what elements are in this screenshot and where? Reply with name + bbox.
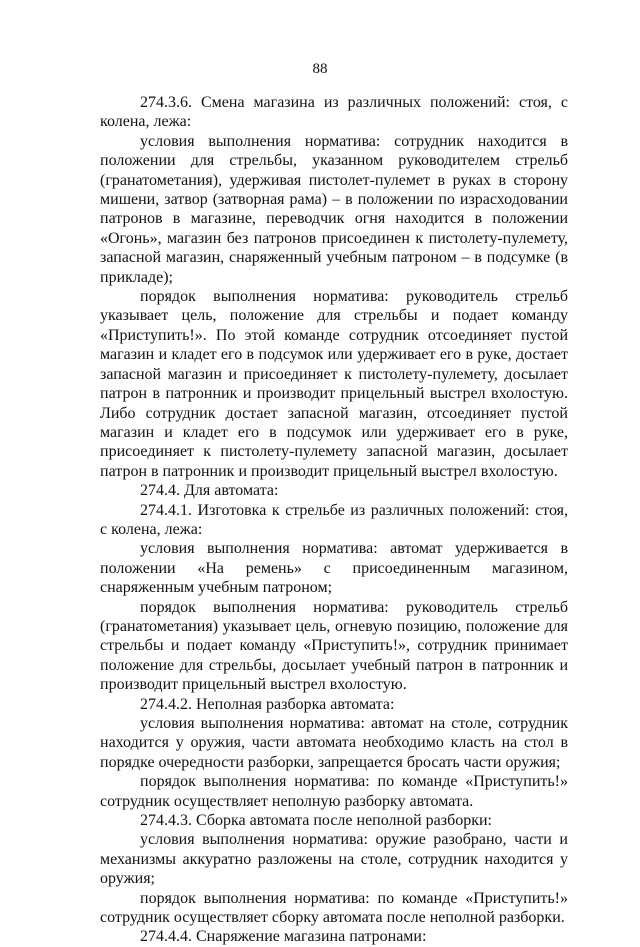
paragraph-conditions: условия выполнения норматива: оружие разобрано, части и механизмы аккуратно разложены на столе, сотрудник находится у оружия;	[100, 831, 568, 888]
section-heading-274-4-1: 274.4.1. Изготовка к стрельбе из различных положений: стоя, с колена, лежа:	[100, 501, 568, 538]
paragraph-procedure: порядок выполнения норматива: руководитель стрельб указывает цель, положение для стрельбы и подает команду «Приступить!». По этой команде сотрудник отсоединяет пустой магазин и кладет его в подсумок или удерживает его в руке, достает запасной магазин и присоединяет к пистолету-пулемету, досылает патрон в патронник и производит прицельный выстрел вхолостую. Либо сотрудник достает запасной магазин, отсоединяет пустой магазин и кладет его в подсумок или удерживает его в руке, присоединяет к пистолету-пулемету запасной магазин, досылает патрон в патронник и производит прицельный выстрел вхолостую.	[100, 288, 568, 480]
section-heading-274-4-3: 274.4.3. Сборка автомата после неполной разборки:	[140, 812, 492, 830]
paragraph-procedure: порядок выполнения норматива: по команде «Приступить!» сотрудник осуществляет сборку автомата после неполной разборки.	[100, 889, 568, 927]
paragraph-conditions: условия выполнения норматива: сотрудник находится в положении для стрельбы, указанном руководителем стрельб (гранатометания), удерживая пистолет-пулемет в руках в сторону мишени, затвор (затворная рама) – в положении по израсходовании патронов в магазине, переводчик огня находится в положении «Огонь», магазин без патронов присоединен к пистолету-пулемету, запасной магазин, снаряженный учебным патроном – в подсумке (в прикладе);	[100, 132, 568, 286]
section-heading-274-4: 274.4. Для автомата:	[140, 482, 279, 500]
paragraph-procedure: порядок выполнения норматива: по команде «Приступить!» сотрудник осуществляет неполную разборку автомата.	[100, 773, 568, 810]
section-heading-274-4-4: 274.4.4. Снаряжение магазина патронами:	[140, 928, 427, 946]
paragraph-conditions: условия выполнения норматива: автомат удерживается в положении «На ремень» с присоединенным магазином, снаряженным учебным патроном;	[100, 540, 568, 597]
section-heading-274-4-2: 274.4.2. Неполная разборка автомата:	[140, 695, 395, 713]
paragraph-conditions: условия выполнения норматива: автомат на столе, сотрудник находится у оружия, части автомата необходимо класть на стол в порядке очередности разборки, запрещается бросать части оружия;	[100, 715, 568, 771]
page-number: 88	[312, 61, 328, 77]
document-body	[100, 93, 568, 947]
paragraph-procedure: порядок выполнения норматива: руководитель стрельб (гранатометания) указывает цель, огневую позицию, положение для стрельбы и подает команду «Приступить!», сотрудник принимает положение для стрельбы, досылает учебный патрон в патронник и производит прицельный выстрел вхолостую.	[100, 598, 568, 694]
section-heading-274-3-6: 274.3.6. Смена магазина из различных положений: стоя, с колена, лежа:	[100, 94, 568, 131]
